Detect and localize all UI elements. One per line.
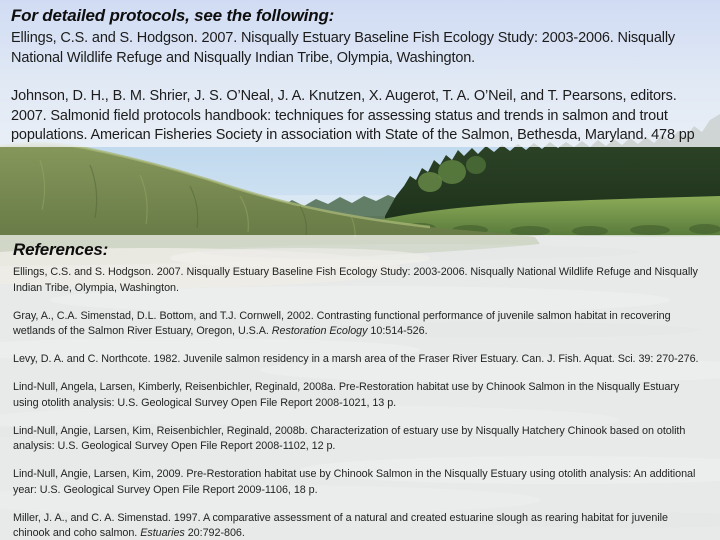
reference-entry: Lind-Null, Angie, Larsen, Kim, 2009. Pre-Restoration habitat use by Chinook Salmon in the Nisqually Estuary using otolith analysis: An additional year: U.S. Geological Survey Open File Report 2009-1106, 18 p.: [13, 468, 696, 496]
deciduous-clump: [438, 160, 466, 184]
references-list: [13, 265, 706, 540]
deciduous-clump: [418, 172, 442, 192]
protocol-citation: Ellings, C.S. and S. Hodgson. 2007. Nisqually Estuary Baseline Fish Ecology Study: 2003-2006. Nisqually National Wildlife Refuge and Nisqually Indian Tribe, Olympia, Washington.: [11, 30, 676, 66]
references-heading: References:: [13, 240, 109, 259]
protocols-panel: [0, 0, 720, 147]
reference-entry: Lind-Null, Angie, Larsen, Kim, Reisenbichler, Reginald, 2008b. Characterization of estuary use by Nisqually Hatchery Chinook based on otolith analysis: U.S. Geological Survey Open File Report 2008-1102, 12 p.: [13, 424, 686, 452]
protocols-heading: For detailed protocols, see the following:: [11, 6, 335, 25]
reference-entry: Levy, D. A. and C. Northcote. 1982. Juvenile salmon residency in a marsh area of the Fraser River Estuary. Can. J. Fish. Aquat. Sci. 39: 270-276.: [13, 353, 699, 365]
references-panel: [0, 235, 720, 540]
reference-entry: Lind-Null, Angela, Larsen, Kimberly, Reisenbichler, Reginald, 2008a. Pre-Restoration habitat use by Chinook Salmon in the Nisqually Estuary using otolith analysis: U.S. Geological Survey Open File Report 2008-1021, 13 p.: [13, 381, 680, 409]
protocol-citation: Johnson, D. H., B. M. Shrier, J. S. O’Neal, J. A. Knutzen, X. Augerot, T. A. O’Neil, and T. Pearsons, editors. 2007. Salmonid field protocols handbook: techniques for assessing status and trends in salmon and trout populations. American Fisheries Society in association with State of the Salmon, Bethesda, Maryland. 478 pp: [11, 88, 695, 143]
deciduous-clump: [466, 156, 486, 174]
reference-entry: Miller, J. A., and C. A. Simenstad. 1997. A comparative assessment of a natural and created estuarine slough as rearing habitat for juvenile chinook and coho salmon. Estuaries 20:792-806.: [13, 511, 668, 539]
reference-entry: Ellings, C.S. and S. Hodgson. 2007. Nisqually Estuary Baseline Fish Ecology Study: 2003-2006. Nisqually National Wildlife Refuge and Nisqually Indian Tribe, Olympia, Washington.: [13, 266, 698, 294]
reference-entry: Gray, A., C.A. Simenstad, D.L. Bottom, and T.J. Cornwell, 2002. Contrasting functional performance of juvenile salmon habitat in recovering wetlands of the Salmon River Estuary, Oregon, U.S.A. Restoration Ecology 10:514-526.: [13, 309, 671, 337]
